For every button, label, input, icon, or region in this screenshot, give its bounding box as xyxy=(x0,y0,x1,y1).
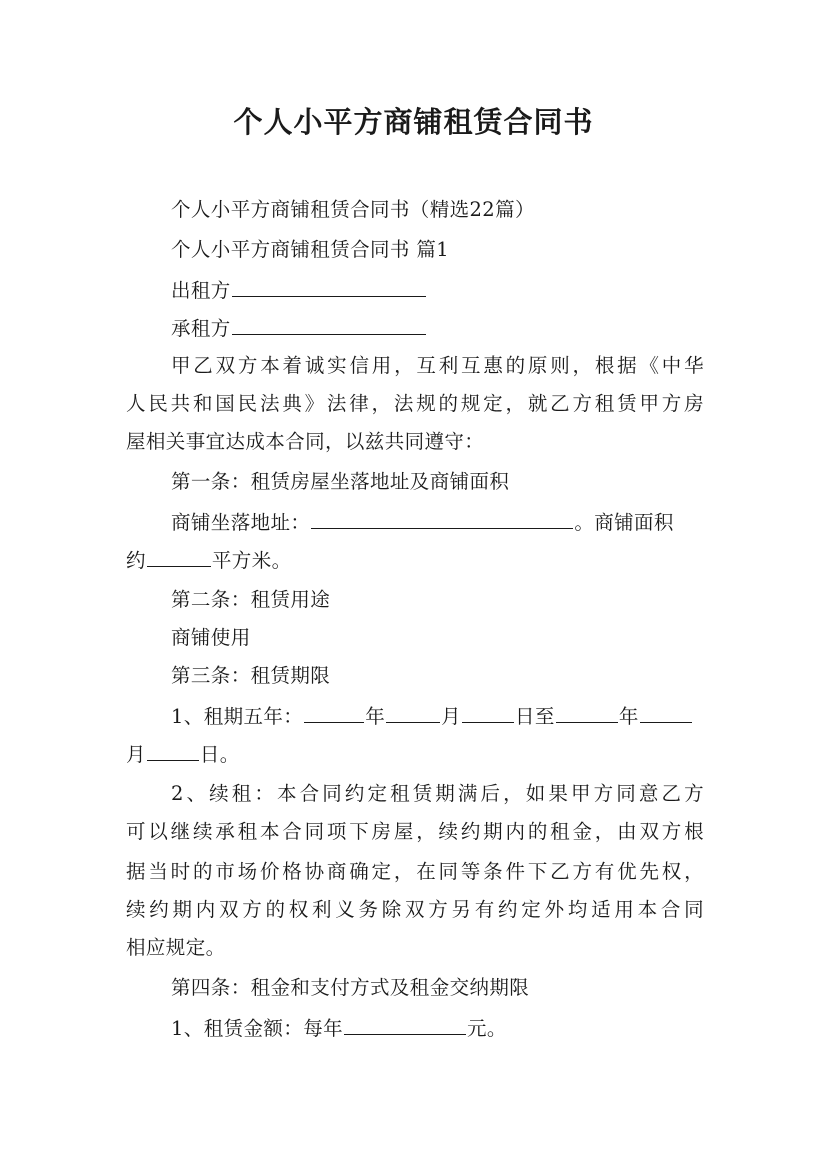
area-label: 。商铺面积 xyxy=(574,511,674,534)
lessee-line xyxy=(171,314,427,343)
end-year-blank xyxy=(556,702,618,723)
month-text: 月 xyxy=(126,743,146,766)
paragraph-line: 续约期内双方的权利义务除双方另有约定外均适用本合同 xyxy=(126,898,704,921)
lessee-label: 承租方 xyxy=(171,317,231,340)
lessor-line xyxy=(171,276,427,305)
address-blank xyxy=(311,508,573,529)
lessee-blank xyxy=(232,314,426,335)
article-heading: 第二条：租赁用途 xyxy=(171,588,331,611)
year-text: 年 xyxy=(618,705,639,728)
address-label: 商铺坐落地址： xyxy=(171,511,311,534)
article-heading: 第三条：租赁期限 xyxy=(171,664,331,687)
paragraph-line: 屋相关事宜达成本合同，以兹共同遵守： xyxy=(126,430,485,453)
paragraph-line: 相应规定。 xyxy=(126,936,226,959)
year-text: 年 xyxy=(365,705,386,728)
section-heading: 个人小平方商铺租赁合同书 篇1 xyxy=(171,238,450,261)
end-day-blank xyxy=(147,740,199,761)
paragraph-line: 2、续租：本合同约定租赁期满后，如果甲方同意乙方 xyxy=(171,782,704,805)
paragraph-line: 人民共和国民法典》法律，法规的规定，就乙方租赁甲方房 xyxy=(126,392,704,415)
paragraph-line: 甲乙双方本着诚实信用，互利互惠的原则，根据《中华 xyxy=(171,354,704,377)
paragraph-line: 可以继续承租本合同项下房屋，续约期内的租金，由双方根 xyxy=(126,820,704,843)
day-text: 日。 xyxy=(199,743,240,766)
article-heading: 第四条：租金和支付方式及租金交纳期限 xyxy=(171,976,530,999)
start-month-blank xyxy=(386,702,440,723)
lessor-label: 出租方 xyxy=(171,279,231,302)
article-heading: 第一条：租赁房屋坐落地址及商铺面积 xyxy=(171,470,510,493)
subtitle-line: 个人小平方商铺租赁合同书（精选22篇） xyxy=(171,198,535,221)
end-month-blank xyxy=(640,702,692,723)
day-to-text: 日至 xyxy=(515,705,555,728)
document-title: 个人小平方商铺租赁合同书 xyxy=(233,105,594,139)
area-line xyxy=(126,546,292,575)
rent-line xyxy=(171,1014,507,1043)
month-text: 月 xyxy=(441,705,462,728)
lessor-blank xyxy=(232,276,426,297)
address-line xyxy=(171,508,704,537)
paragraph-line: 据当时的市场价格协商确定，在同等条件下乙方有优先权， xyxy=(126,860,704,883)
start-day-blank xyxy=(462,702,514,723)
area-unit: 平方米。 xyxy=(211,549,292,572)
rent-label: 1、租赁金额：每年 xyxy=(171,1017,344,1040)
start-year-blank xyxy=(304,702,364,723)
paragraph-line: 商铺使用 xyxy=(171,626,251,649)
rent-unit: 元。 xyxy=(467,1017,507,1040)
rent-blank xyxy=(344,1014,466,1035)
term-label: 1、租期五年： xyxy=(171,705,304,728)
area-blank xyxy=(147,546,211,567)
term-line xyxy=(171,702,693,731)
term-line-end xyxy=(126,740,240,769)
about-text: 约 xyxy=(126,549,146,572)
